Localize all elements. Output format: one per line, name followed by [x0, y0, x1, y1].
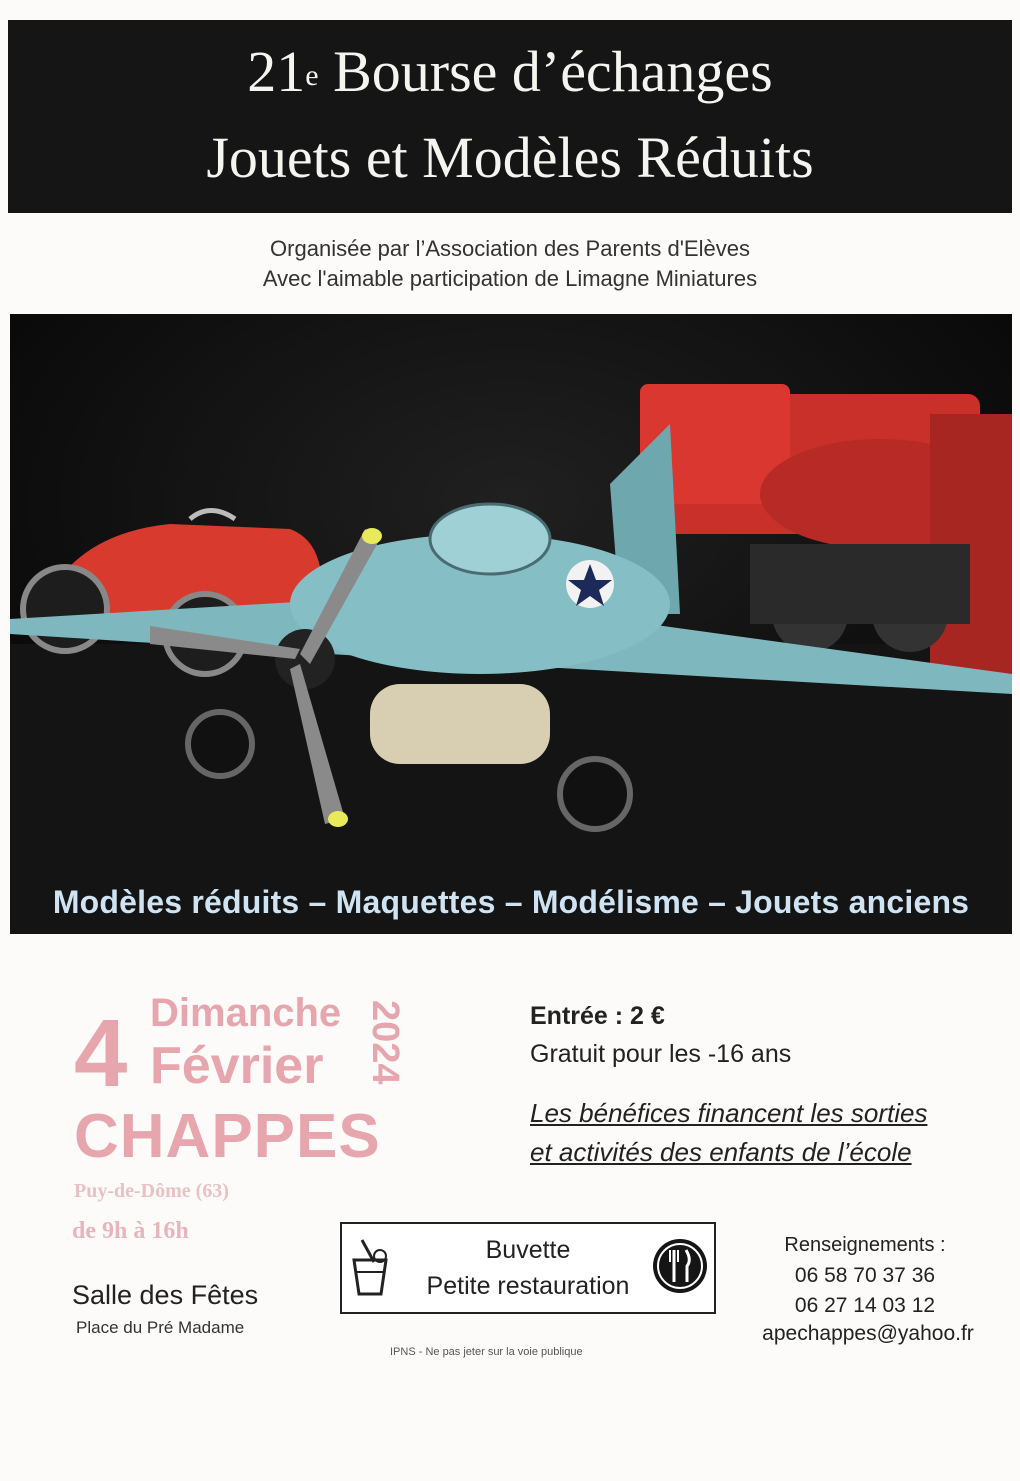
contact-email: apechappes@yahoo.fr	[762, 1322, 974, 1345]
phone-number-1: 06 58 70 37 36	[794, 1264, 936, 1287]
cutlery-icon	[650, 1236, 710, 1301]
contact-label: Renseignements :	[784, 1234, 946, 1256]
venue-name: Salle des Fêtes	[72, 1280, 259, 1310]
venue-address: Place du Pré Madame	[76, 1318, 245, 1337]
region-name: Puy-de-Dôme (63)	[74, 1180, 229, 1202]
month-name: Février	[150, 1037, 324, 1095]
benefits-line1: Les bénéfices financent les sorties	[530, 1098, 928, 1128]
phone-number-2: 06 27 14 03 12	[794, 1294, 936, 1317]
restaurant-label: Petite restauration	[426, 1272, 630, 1300]
ipns-notice: IPNS - Ne pas jeter sur la voie publique	[390, 1346, 583, 1358]
event-title-line1	[8, 40, 1012, 104]
edition-suffix: e	[305, 59, 319, 92]
benefits-line2: et activités des enfants de l’école	[530, 1137, 912, 1167]
refreshments-box	[340, 1222, 716, 1314]
day-number: 4	[74, 1000, 128, 1107]
entry-price: Entrée : 2 €	[530, 1002, 665, 1030]
organizer-line: Organisée par l’Association des Parents d'Elèves	[270, 236, 750, 261]
title-text: Bourse d’échanges	[333, 39, 773, 104]
free-entry-note: Gratuit pour les -16 ans	[530, 1040, 792, 1068]
edition-number: 21	[247, 39, 306, 104]
event-title-line2: Jouets et Modèles Réduits	[206, 125, 814, 190]
toys-photo	[10, 314, 1012, 934]
year-vertical: 2024	[364, 1000, 406, 1085]
city-name: CHAPPES	[74, 1102, 381, 1171]
participation-line: Avec l'aimable participation de Limagne Miniatures	[262, 266, 758, 291]
day-name: Dimanche	[150, 991, 342, 1035]
toys-illustration	[10, 314, 1012, 934]
opening-hours: de 9h à 16h	[72, 1218, 189, 1244]
buvette-label: Buvette	[485, 1236, 571, 1264]
title-banner	[8, 20, 1012, 213]
photo-tagline: Modèles réduits – Maquettes – Modélisme – Jouets anciens	[52, 884, 970, 920]
